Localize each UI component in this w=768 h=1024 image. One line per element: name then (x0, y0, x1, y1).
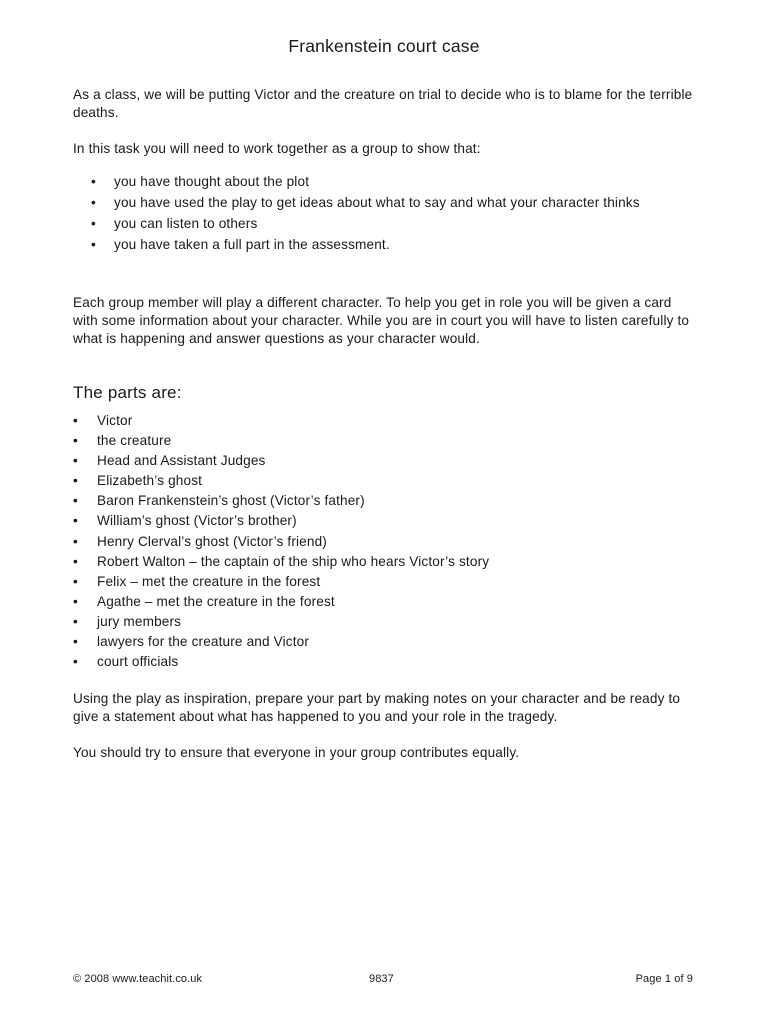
part-item-text: jury members (97, 613, 182, 629)
list-item (0, 632, 489, 652)
list-item (0, 532, 489, 552)
bullet-icon: • (73, 573, 78, 589)
parts-heading: The parts are: (73, 383, 182, 402)
prepare-paragraph: Using the play as inspiration, prepare your part by making notes on your character and be ready to give a statement about what has happened to you and your role in the tragedy. (73, 691, 681, 724)
bullet-icon: • (91, 174, 96, 189)
list-item (0, 411, 489, 431)
ensure-paragraph: You should try to ensure that everyone in your group contributes equally. (73, 745, 520, 760)
part-item-text: Head and Assistant Judges (97, 453, 266, 469)
part-item-text: Elizabeth’s ghost (97, 473, 203, 489)
bullet-icon: • (73, 473, 78, 489)
intro-paragraph: As a class, we will be putting Victor and the creature on trial to decide who is to blame for the terrible deaths. (73, 87, 693, 120)
bullet-icon: • (73, 453, 78, 469)
footer-code: 9837 (369, 973, 394, 985)
parts-list (0, 411, 489, 672)
task-paragraph: In this task you will need to work together as a group to show that: (73, 141, 481, 156)
bullet-icon: • (73, 413, 78, 428)
part-item-text: the creature (97, 433, 172, 449)
list-item (0, 216, 674, 232)
bullet-icon: • (73, 533, 78, 549)
list-item (0, 511, 489, 531)
task-item-text: you have thought about the plot (114, 174, 310, 189)
part-item-text: Robert Walton – the captain of the ship who hears Victor’s story (97, 553, 490, 569)
task-list (0, 174, 674, 258)
list-item (0, 471, 489, 491)
footer-copyright: © 2008 www.teachit.co.uk (73, 973, 203, 985)
list-item (0, 451, 489, 471)
list-item (0, 491, 489, 511)
bullet-icon: • (73, 593, 78, 609)
task-item-text: you can listen to others (114, 216, 258, 231)
bullet-icon: • (73, 433, 78, 449)
list-item (0, 592, 489, 612)
bullet-icon: • (91, 216, 96, 231)
list-item (0, 431, 489, 451)
bullet-icon: • (73, 613, 78, 629)
roles-paragraph: Each group member will play a different character. To help you get in role you will be given a card with some information about your character. While you are in court you will have to listen carefully to what is happening and answer questions as your character would. (73, 295, 690, 346)
part-item-text: William’s ghost (Victor’s brother) (97, 513, 297, 529)
list-item (0, 552, 489, 572)
list-item (0, 572, 489, 592)
page-title: Frankenstein court case (288, 36, 480, 56)
part-item-text: Victor (97, 413, 133, 428)
list-item (0, 612, 489, 632)
list-item (0, 174, 674, 190)
task-item-text: you have used the play to get ideas about what to say and what your character thinks (114, 195, 640, 210)
bullet-icon: • (73, 654, 78, 670)
footer-page-number: Page 1 of 9 (635, 973, 693, 985)
task-item-text: you have taken a full part in the assessment. (114, 237, 390, 252)
part-item-text: Baron Frankenstein’s ghost (Victor’s father) (97, 493, 365, 509)
bullet-icon: • (73, 553, 78, 569)
bullet-icon: • (73, 513, 78, 529)
list-item (0, 652, 489, 672)
part-item-text: Agathe – met the creature in the forest (97, 593, 335, 609)
part-item-text: court officials (97, 654, 179, 670)
part-item-text: Felix – met the creature in the forest (97, 573, 321, 589)
bullet-icon: • (73, 634, 78, 650)
bullet-icon: • (91, 237, 96, 252)
bullet-icon: • (73, 493, 78, 509)
list-item (0, 237, 674, 253)
list-item (0, 195, 674, 211)
part-item-text: Henry Clerval’s ghost (Victor’s friend) (97, 533, 327, 549)
bullet-icon: • (91, 195, 96, 210)
part-item-text: lawyers for the creature and Victor (97, 634, 310, 650)
